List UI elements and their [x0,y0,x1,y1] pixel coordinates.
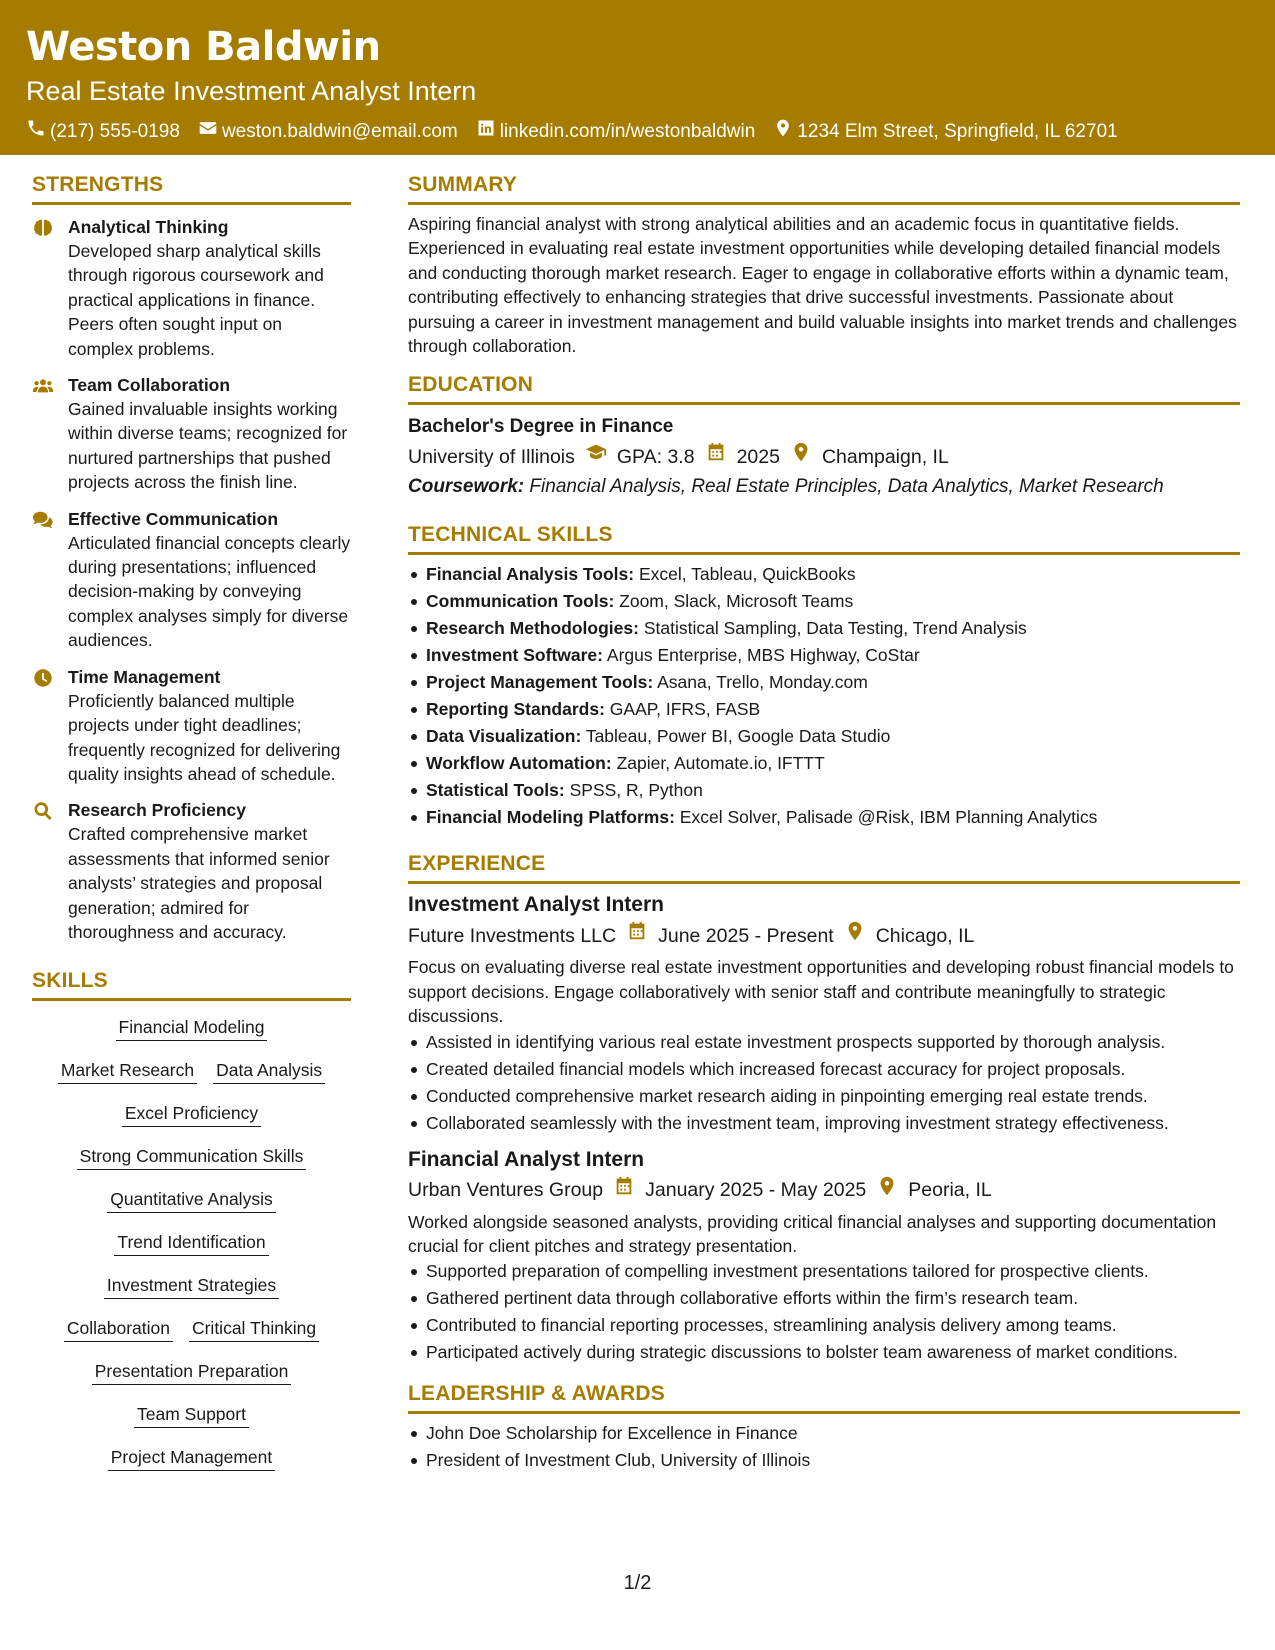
experience-heading: EXPERIENCE [408,849,1240,884]
skill-tag: Data Analysis [213,1058,325,1084]
list-item [408,696,1240,723]
skill-category: Research Methodologies: [426,618,639,639]
comments-icon [32,509,54,531]
skill-category: Workflow Automation: [426,753,612,774]
candidate-name: Weston Baldwin [26,24,381,70]
address-text: 1234 Elm Street, Springfield, IL 62701 [797,120,1118,142]
job-dates: June 2025 - Present [658,924,834,947]
list-item: Supported preparation of compelling investment presentations tailored for prospective clients. [408,1258,1240,1285]
list-item: Collaborated seamlessly with the investment team, improving investment strategy effectiveness. [408,1110,1240,1137]
linkedin-icon [476,118,496,145]
list-item [408,723,1240,750]
skill-values: Statistical Sampling, Data Testing, Trend Analysis [643,618,1027,639]
skill-tag: Team Support [134,1402,249,1428]
skill-tag: Trend Identification [114,1230,268,1256]
right-column [408,170,1240,1474]
coursework-label: Coursework: [408,476,525,498]
calendar-icon [613,1175,635,1206]
job-location: Chicago, IL [875,924,975,947]
skill-values: Zapier, Automate.io, IFTTT [616,753,825,774]
education-meta [408,441,1240,472]
brain-icon [32,217,54,239]
skill-category: Project Management Tools: [426,672,654,693]
skill-tag: Project Management [108,1445,275,1471]
skill-category: Investment Software: [426,645,603,666]
list-item [408,615,1240,642]
list-item: President of Investment Club, University of Illinois [408,1447,1240,1474]
skill-category: Financial Analysis Tools: [426,564,635,585]
job-description: Worked alongside seasoned analysts, providing critical financial analyses and supporting documentation crucial for client pitches and strategy presentation. [408,1211,1217,1257]
map-pin-icon [844,920,866,951]
strength-description: Crafted comprehensive market assessments that informed senior analysts’ strategies and proposal generation; admired for thoroughness and accuracy. [68,824,330,942]
candidate-role: Real Estate Investment Analyst Intern [26,76,477,106]
email-link[interactable]: weston.baldwin@email.com [221,120,458,142]
skill-values: GAAP, IFRS, FASB [609,699,761,720]
contact-address [773,118,1117,145]
calendar-icon [626,920,648,951]
job-title: Financial Analyst Intern [408,1147,645,1171]
summary-text: Aspiring financial analyst with strong analytical abilities and an academic focus in quantitative fields. Experienced in evaluating real estate investment opportunities while developing detailed financial models and conducting thorough market research. Eager to engage in collaborative efforts within a dynamic team, contributing effectively to enhancing strategies that drive successful investments. Passionate about pursuing a career in investment management and build valuable insights into market trends and challenges through collaboration. [408,214,1237,357]
skill-tag: Strong Communication Skills [77,1144,307,1170]
leadership-list [408,1420,1240,1474]
contact-phone [26,118,180,145]
list-item: Gathered pertinent data through collaborative efforts within the firm’s research team. [408,1285,1240,1312]
job-title: Investment Analyst Intern [408,893,664,917]
list-item: Assisted in identifying various real estate investment prospects supported by thorough analysis. [408,1029,1240,1056]
strength-item [32,798,351,944]
school-name: University of Illinois [408,445,575,468]
job-meta [408,1175,1240,1206]
skill-tag: Presentation Preparation [92,1359,292,1385]
skill-category: Data Visualization: [426,726,582,747]
list-item [408,642,1240,669]
skill-tag: Excel Proficiency [122,1101,261,1127]
list-item [408,750,1240,777]
company-name: Urban Ventures Group [408,1179,604,1202]
search-icon [32,800,54,822]
strength-description: Articulated financial concepts clearly during presentations; influenced decision-making by conveying complex analyses simply for diverse audiences. [68,532,351,651]
job-bullets [408,1029,1240,1137]
strength-title: Research Proficiency [68,800,247,821]
strength-description: Proficiently balanced multiple projects under tight deadlines; frequently recognized for delivering quality insights ahead of schedule. [68,690,341,784]
strength-title: Analytical Thinking [68,217,229,237]
phone-text: (217) 555-0198 [50,120,180,142]
contact-email[interactable] [198,118,458,145]
strength-item [32,665,351,787]
list-item [408,777,1240,804]
gpa-text: GPA: 3.8 [616,445,695,468]
job-description: Focus on evaluating diverse real estate investment opportunities and developing robust financial models to support decisions. Engage collaboratively with senior staff and contribute meaningfully to strategic discussions. [408,957,1234,1027]
strength-item [32,215,351,361]
list-item: Conducted comprehensive market research aiding in pinpointing emerging real estate trends. [408,1083,1240,1110]
coursework-list: Financial Analysis, Real Estate Principles, Data Analytics, Market Research [529,476,1164,498]
skill-values: Tableau, Power BI, Google Data Studio [585,726,891,747]
list-item [408,669,1240,696]
users-icon [32,375,54,397]
leadership-heading: LEADERSHIP & AWARDS [408,1379,1240,1414]
skill-tag: Quantitative Analysis [107,1187,275,1213]
job-location: Peoria, IL [908,1179,992,1202]
skill-values: Excel Solver, Palisade @Risk, IBM Planning Analytics [679,807,1098,828]
skill-category: Financial Modeling Platforms: [426,807,675,828]
phone-icon [26,118,46,145]
job-entry [408,1145,1240,1366]
list-item: Created detailed financial models which increased forecast accuracy for project proposals. [408,1056,1240,1083]
job-dates: January 2025 - May 2025 [645,1179,867,1202]
strength-description: Developed sharp analytical skills through rigorous coursework and practical applications in finance. Peers often sought input on complex problems. [68,241,324,359]
graduation-cap-icon [585,441,607,472]
graduation-year: 2025 [736,445,780,468]
list-item: Contributed to financial reporting processes, streamlining analysis delivery among teams. [408,1312,1240,1339]
degree-name: Bachelor's Degree in Finance [408,416,674,438]
skill-values: SPSS, R, Python [569,780,703,801]
skill-tag: Critical Thinking [189,1316,319,1342]
strengths-heading: STRENGTHS [32,170,351,205]
strength-description: Gained invaluable insights working within diverse teams; recognized for nurtured partnerships that pushed projects across the finish line. [68,399,348,493]
skill-values: Asana, Trello, Monday.com [657,672,868,693]
summary-heading: SUMMARY [408,170,1240,205]
contact-bar [26,118,1249,145]
map-pin-icon [790,441,812,472]
skill-tag: Investment Strategies [104,1273,279,1299]
skills-heading: SKILLS [32,966,351,1001]
resume-header [0,0,1275,155]
school-location: Champaign, IL [821,445,949,468]
skill-tag: Financial Modeling [116,1015,268,1041]
list-item [408,804,1240,831]
strength-title: Effective Communication [68,508,279,529]
skill-tag: Market Research [58,1058,197,1084]
job-bullets [408,1258,1240,1365]
skill-values: Zoom, Slack, Microsoft Teams [619,591,854,612]
technical-skills-heading: TECHNICAL SKILLS [408,520,1240,555]
job-meta [408,920,1240,951]
education-heading: EDUCATION [408,370,1240,405]
skill-category: Communication Tools: [426,591,615,612]
list-item [408,561,1240,588]
skill-category: Reporting Standards: [426,699,605,720]
left-column [32,170,351,1471]
map-pin-icon [876,1175,898,1206]
strength-title: Time Management [68,666,221,687]
list-item: Participated actively during strategic discussions to bolster team awareness of market conditions. [408,1339,1240,1365]
skill-values: Argus Enterprise, MBS Highway, CoStar [606,645,920,666]
skill-values: Excel, Tableau, QuickBooks [638,564,856,585]
coursework-line [408,472,1240,502]
technical-skills-list [408,561,1240,831]
envelope-icon [198,118,218,145]
contact-linkedin[interactable] [476,118,756,145]
strength-item [32,373,351,495]
calendar-icon [705,441,727,472]
strength-item [32,507,351,653]
job-entry [408,890,1240,1136]
list-item: John Doe Scholarship for Excellence in Finance [408,1420,1240,1447]
clock-icon [32,667,54,689]
map-pin-icon [773,118,793,145]
company-name: Future Investments LLC [408,924,617,947]
linkedin-link[interactable]: linkedin.com/in/westonbaldwin [499,120,756,142]
skill-category: Statistical Tools: [426,780,565,801]
list-item [408,588,1240,615]
strength-title: Team Collaboration [68,375,231,396]
skills-list [32,1011,351,1471]
skill-tag: Collaboration [64,1316,173,1342]
page-number: 1/2 [623,1572,652,1594]
